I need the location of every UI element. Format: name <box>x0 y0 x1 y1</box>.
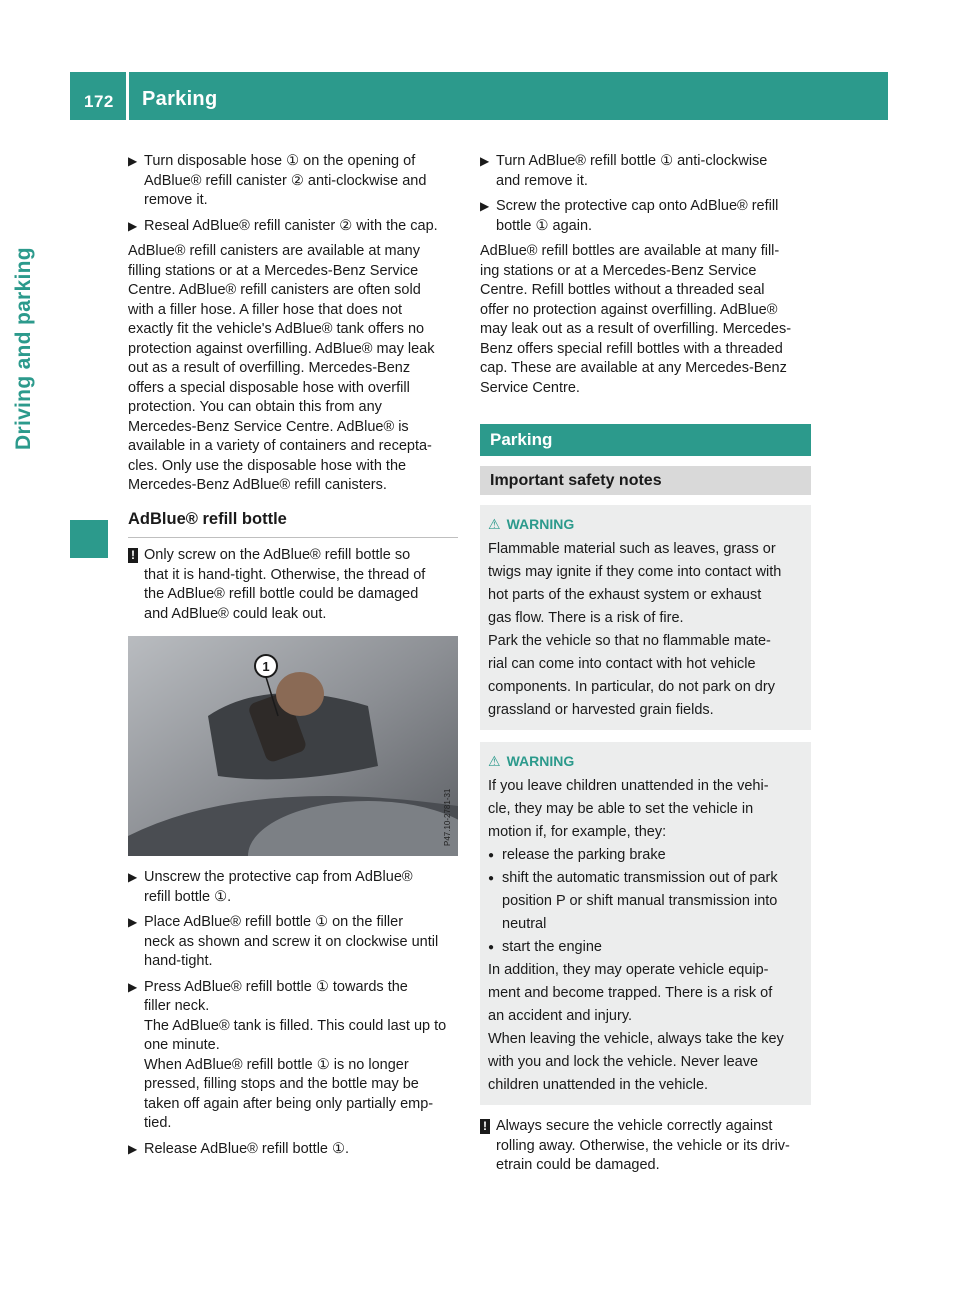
paragraph-line: with a filler hose. A filler hose that does not <box>128 301 403 318</box>
note-text: the AdBlue® refill bottle could be damaged <box>144 586 419 602</box>
warning-text: In addition, they may operate vehicle equip- <box>488 962 769 978</box>
step-text: Press AdBlue® refill bottle ① towards the <box>144 978 408 995</box>
bullet-item <box>488 867 803 936</box>
steps-list <box>480 152 811 236</box>
side-section-label: Driving and parking <box>12 247 35 450</box>
step-arrow-icon: ▶ <box>128 915 138 929</box>
bullet-text: neutral <box>502 916 547 932</box>
warning-text: twigs may ignite if they come into contact with <box>488 564 782 580</box>
step-arrow-icon: ▶ <box>128 1141 138 1156</box>
adblue-bottle-photo <box>128 636 458 856</box>
callout-number: 1 <box>262 659 270 674</box>
step-arrow-icon: ▶ <box>480 199 490 213</box>
section-heading: AdBlue® refill bottle <box>128 510 458 539</box>
instruction-step <box>128 217 458 237</box>
note-text: Always secure the vehicle correctly against <box>496 1118 773 1134</box>
note-text: and AdBlue® could leak out. <box>144 605 327 622</box>
exclamation-icon: ! <box>128 548 138 563</box>
paragraph-line: available in a variety of containers and recepta- <box>128 438 432 454</box>
paragraph-line: Mercedes-Benz Service Centre. AdBlue® is <box>128 418 409 435</box>
warning-text: rial can come into contact with hot vehicle <box>488 656 756 672</box>
warning-triangle-icon: ⚠ <box>488 753 501 769</box>
right-column <box>480 152 811 1188</box>
note-text: rolling away. Otherwise, the vehicle or its driv- <box>496 1137 790 1154</box>
bullet-text: start the engine <box>502 939 602 955</box>
instruction-step <box>480 197 811 236</box>
paragraph-line: Centre. Refill bottles without a threaded seal <box>480 282 765 298</box>
paragraph-line: may leak out as a result of overfilling. Mercedes- <box>480 321 792 337</box>
subsection-title-bar: Important safety notes <box>480 466 811 496</box>
note-text: that it is hand-tight. Otherwise, the thread of <box>144 566 426 583</box>
paragraph-line: filling stations or at a Mercedes-Benz Service <box>128 262 419 279</box>
step-arrow-icon: ▶ <box>128 979 138 994</box>
step-text: When AdBlue® refill bottle ① is no longer <box>144 1056 409 1073</box>
page-number: 172 <box>84 92 114 111</box>
step-text: pressed, filling stops and the bottle may be <box>144 1076 419 1092</box>
note-text: Only screw on the AdBlue® refill bottle so <box>144 547 411 563</box>
instruction-step <box>128 978 458 1134</box>
step-text: filler neck. <box>144 998 210 1014</box>
info-paragraph <box>480 242 811 398</box>
warning-text: hot parts of the exhaust system or exhaust <box>488 587 762 603</box>
paragraph-line: Centre. AdBlue® refill canisters are often sold <box>128 282 421 298</box>
exclamation-icon: ! <box>480 1119 490 1134</box>
warning-text: Park the vehicle so that no flammable mate- <box>488 633 771 649</box>
paragraph-line: protection. You can obtain this from any <box>128 399 382 415</box>
paragraph-line: Mercedes-Benz AdBlue® refill canisters. <box>128 477 387 493</box>
step-text: Unscrew the protective cap from AdBlue® <box>144 869 413 885</box>
step-text: and remove it. <box>496 172 588 189</box>
step-arrow-icon: ▶ <box>480 154 490 168</box>
note-text: etrain could be damaged. <box>496 1157 660 1173</box>
bullet-icon: ● <box>488 942 495 953</box>
step-text: Reseal AdBlue® refill canister ② with the cap. <box>144 217 438 234</box>
step-text: one minute. <box>144 1037 220 1053</box>
bullet-icon: ● <box>488 850 495 861</box>
header-divider <box>126 72 129 120</box>
instruction-step <box>128 152 458 211</box>
paragraph-line: offer no protection against overfilling. AdBlue® <box>480 301 778 318</box>
paragraph-line: ing stations or at a Mercedes-Benz Service <box>480 262 757 279</box>
photo-code: P47.10-2781-31 <box>443 788 452 846</box>
warning-text: children unattended in the vehicle. <box>488 1077 709 1093</box>
paragraph-line: AdBlue® refill bottles are available at many fill- <box>480 243 780 259</box>
warning-text: components. In particular, do not park on dry <box>488 679 775 695</box>
warning-text: Flammable material such as leaves, grass or <box>488 541 776 557</box>
steps-list <box>128 152 458 236</box>
step-text: refill bottle ①. <box>144 888 232 905</box>
instruction-step <box>128 868 458 907</box>
step-text: Turn AdBlue® refill bottle ① anti-clockwise <box>496 153 768 169</box>
section-title-bar: Parking <box>480 424 811 456</box>
warning-triangle-icon: ⚠ <box>488 516 501 532</box>
warning-text: cle, they may be able to set the vehicle in <box>488 801 754 817</box>
step-text: remove it. <box>144 192 208 208</box>
warning-text: grassland or harvested grain fields. <box>488 702 714 718</box>
paragraph-line: AdBlue® refill canisters are available at many <box>128 243 420 259</box>
warning-box <box>480 742 811 1105</box>
caution-note <box>128 546 458 624</box>
paragraph-line: Benz offers special refill bottles with a threaded <box>480 340 783 357</box>
paragraph-line: protection against overfilling. AdBlue® may leak <box>128 340 435 357</box>
step-text: Place AdBlue® refill bottle ① on the filler <box>144 914 404 930</box>
side-tab-marker <box>70 520 108 558</box>
step-text: Release AdBlue® refill bottle ①. <box>144 1140 350 1157</box>
warning-text: If you leave children unattended in the vehi- <box>488 778 769 794</box>
warning-text: When leaving the vehicle, always take the key <box>488 1031 784 1047</box>
step-text: taken off again after being only partially emp- <box>144 1095 434 1112</box>
warning-text: an accident and injury. <box>488 1008 633 1024</box>
paragraph-line: cles. Only use the disposable hose with the <box>128 457 407 474</box>
instruction-step <box>128 1140 458 1160</box>
caution-note <box>480 1117 811 1176</box>
warning-box <box>480 505 811 730</box>
instruction-step <box>128 913 458 972</box>
page-title: Parking <box>142 88 218 110</box>
warning-text: gas flow. There is a risk of fire. <box>488 610 684 626</box>
warning-label: WARNING <box>506 516 575 532</box>
bullet-text: position P or shift manual transmission into <box>502 893 778 909</box>
step-text: The AdBlue® tank is filled. This could last up to <box>144 1017 447 1034</box>
bullet-text: release the parking brake <box>502 847 666 863</box>
paragraph-line: offers a special disposable hose with overfill <box>128 379 410 396</box>
warning-text: motion if, for example, they: <box>488 824 667 840</box>
step-text: AdBlue® refill canister ② anti-clockwise and <box>144 172 427 189</box>
left-column <box>128 152 458 1165</box>
paragraph-line: out as a result of overfilling. Mercedes-Benz <box>128 360 411 376</box>
warning-label: WARNING <box>506 753 575 769</box>
step-text: Turn disposable hose ① on the opening of <box>144 153 416 169</box>
warning-text: with you and lock the vehicle. Never leave <box>488 1054 759 1070</box>
step-arrow-icon: ▶ <box>128 218 138 233</box>
info-paragraph <box>128 242 458 496</box>
paragraph-line: Service Centre. <box>480 379 580 396</box>
step-text: neck as shown and screw it on clockwise until <box>144 933 439 950</box>
paragraph-line: cap. These are available at any Mercedes-Benz <box>480 360 787 376</box>
instruction-step <box>480 152 811 191</box>
bullet-icon: ● <box>488 873 495 884</box>
step-text: hand-tight. <box>144 953 213 969</box>
step-text: Screw the protective cap onto AdBlue® refill <box>496 198 779 214</box>
bullet-text: shift the automatic transmission out of park <box>502 870 778 886</box>
photo-illustration <box>128 636 458 856</box>
bullet-item <box>488 844 803 867</box>
steps-list <box>128 868 458 1159</box>
step-arrow-icon: ▶ <box>128 870 138 884</box>
bullet-item <box>488 936 803 959</box>
step-arrow-icon: ▶ <box>128 154 138 168</box>
warning-text: ment and become trapped. There is a risk of <box>488 985 773 1001</box>
step-text: tied. <box>144 1115 172 1131</box>
step-text: bottle ① again. <box>496 217 593 234</box>
paragraph-line: exactly fit the vehicle's AdBlue® tank offers no <box>128 321 425 337</box>
